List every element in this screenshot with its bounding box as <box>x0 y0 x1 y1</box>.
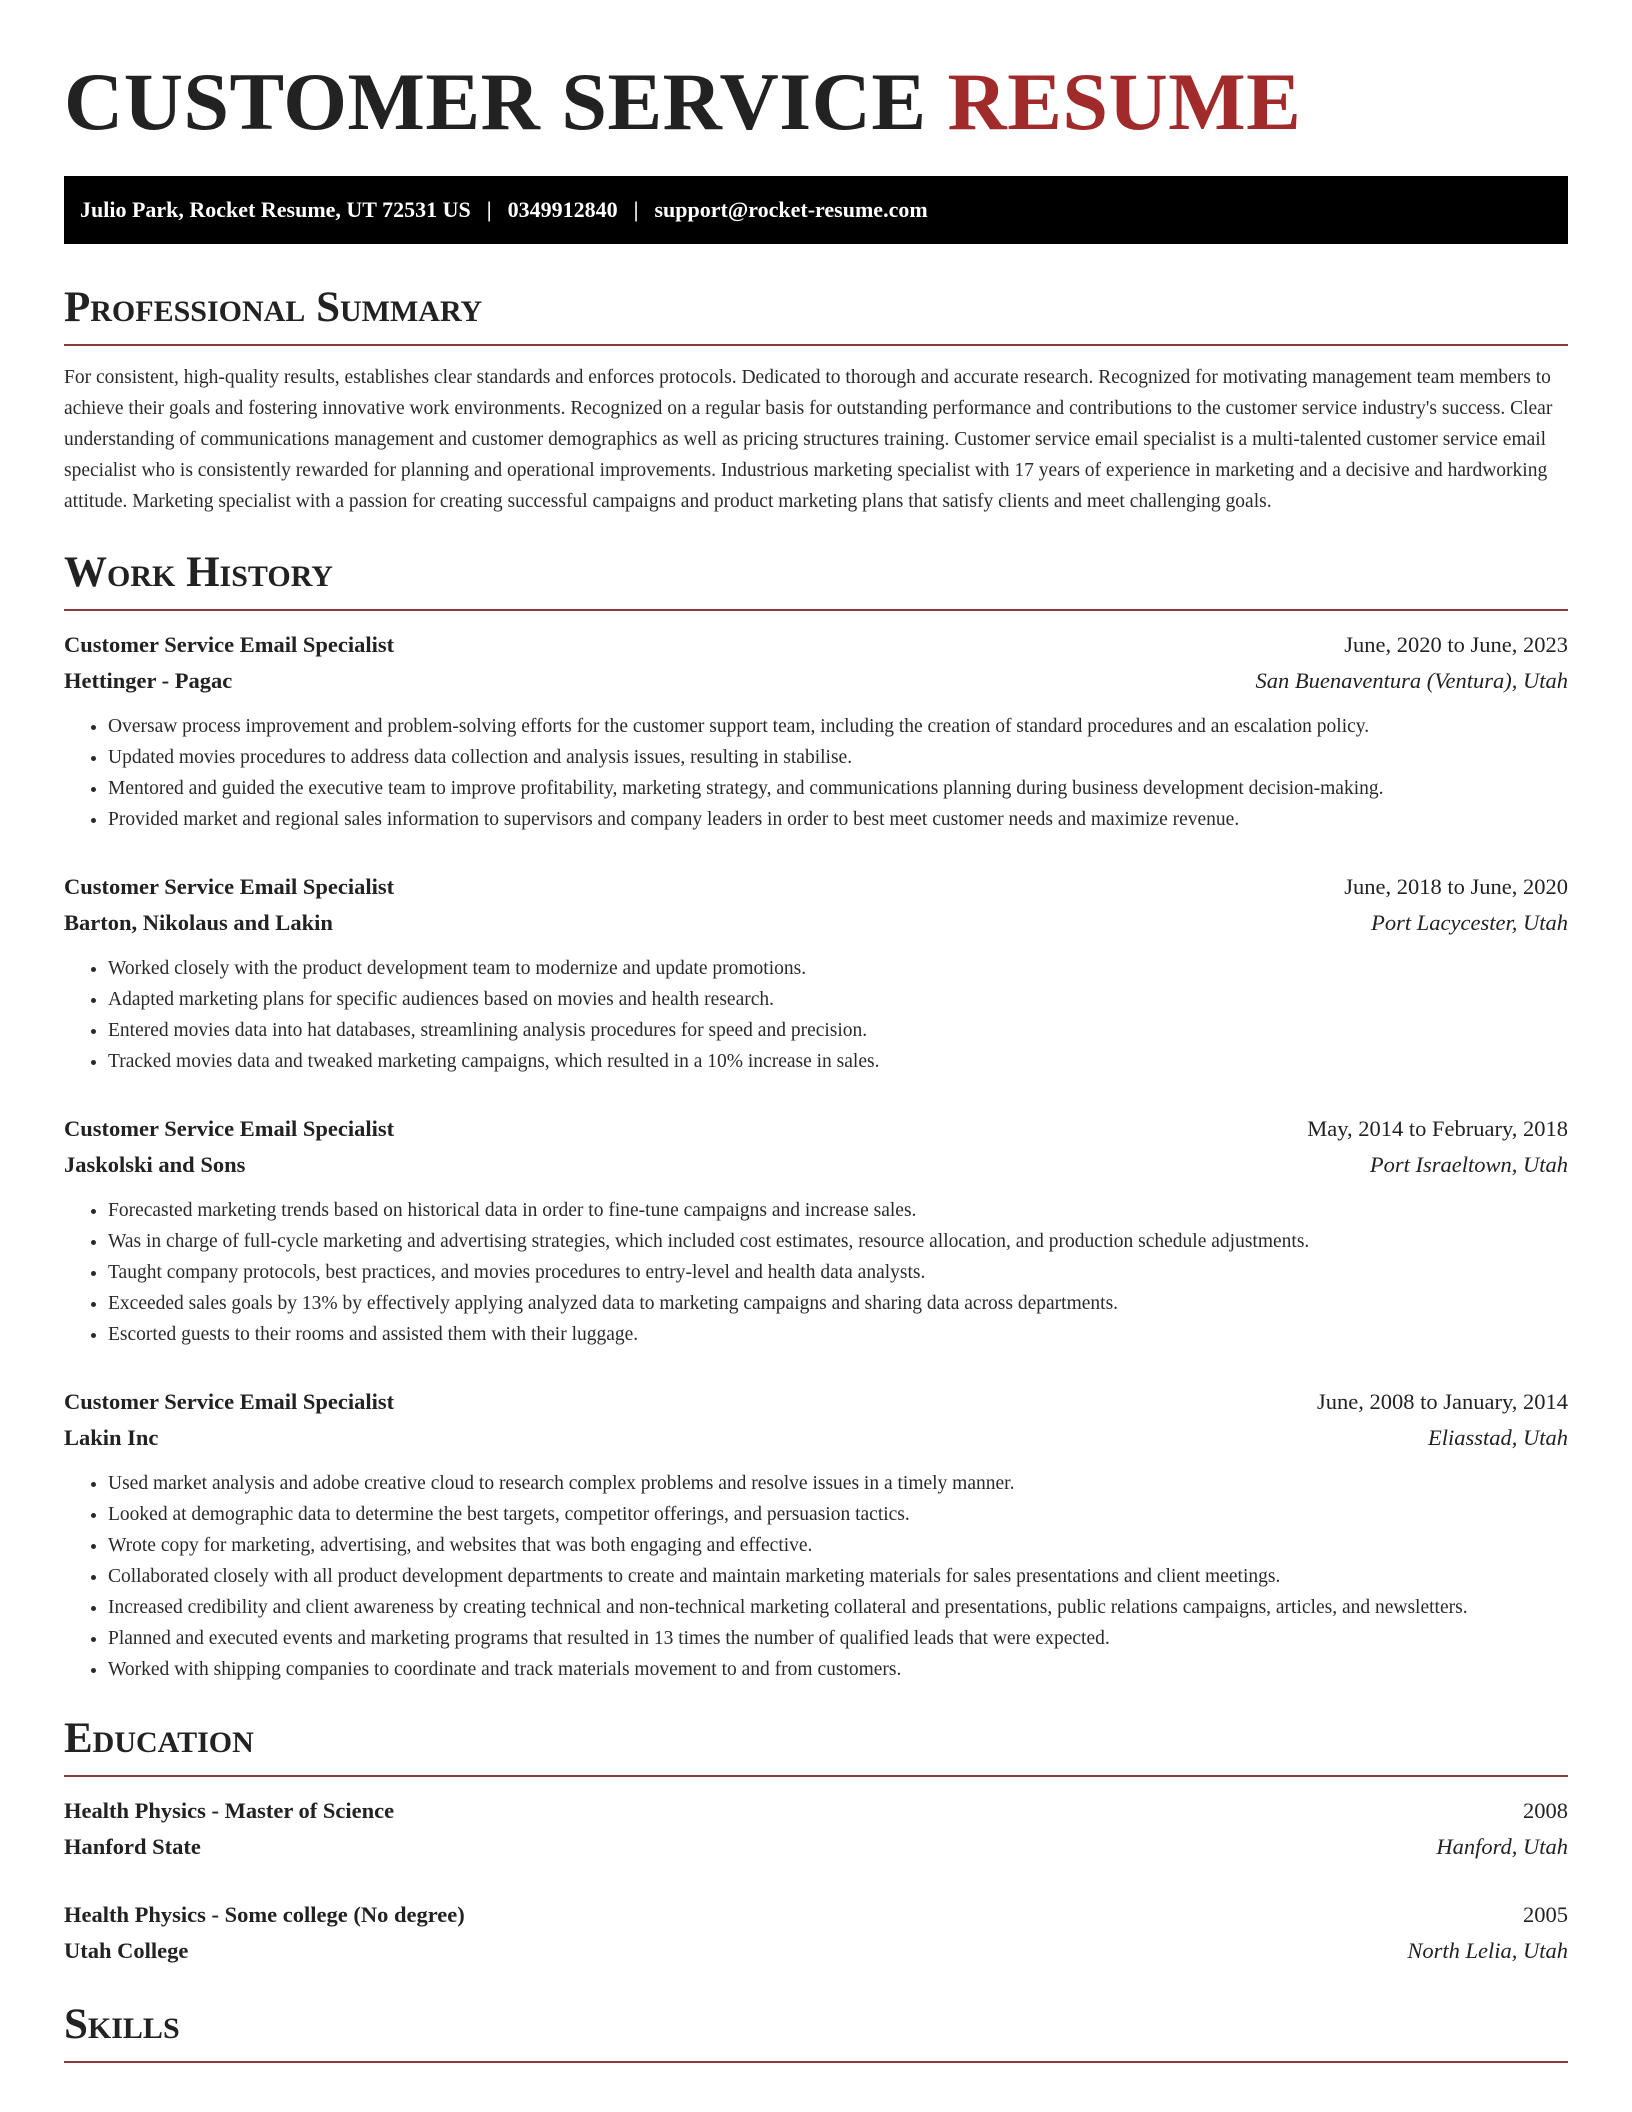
job-title: Customer Service Email Specialist <box>64 874 395 899</box>
education-school-row <box>64 1933 1568 1969</box>
job-bullet: • Used market analysis and adobe creative cloud to research complex problems and resolve issues in a timely manner. <box>108 1468 1568 1499</box>
job-bullet: • Entered movies data into hat databases, streamlining analysis procedures for speed and precision. <box>108 1015 1568 1046</box>
education-degree: Health Physics - Master of Science <box>64 1798 395 1823</box>
job-company: Lakin Inc <box>64 1425 159 1450</box>
job-title: Customer Service Email Specialist <box>64 1389 395 1414</box>
job-company-row <box>64 1420 1568 1456</box>
job-company: Barton, Nikolaus and Lakin <box>64 910 333 935</box>
job-entry <box>64 869 1568 1077</box>
work-history-section <box>64 547 1568 1685</box>
job-bullet: • Looked at demographic data to determine the best targets, competitor offerings, and persuasion tactics. <box>108 1499 1568 1530</box>
education-degree-row <box>64 1897 1568 1933</box>
job-bullet: • Oversaw process improvement and problem-solving efforts for the customer support team, including the creation of standard procedures and an escalation policy. <box>108 711 1568 742</box>
contact-address: Julio Park, Rocket Resume, UT 72531 US <box>80 197 471 222</box>
job-bullet: • Escorted guests to their rooms and assisted them with their luggage. <box>108 1319 1568 1350</box>
summary-heading: Professional Summary <box>64 282 1568 346</box>
job-header-row <box>64 1384 1568 1420</box>
job-bullet: • Taught company protocols, best practices, and movies procedures to entry-level and health data analysts. <box>108 1257 1568 1288</box>
contact-phone: 0349912840 <box>507 197 618 222</box>
job-bullets <box>64 953 1568 1077</box>
job-dates: June, 2008 to January, 2014 <box>1316 1389 1568 1414</box>
job-bullet: • Collaborated closely with all product development departments to create and maintain marketing materials for sales presentations and client meetings. <box>108 1561 1568 1592</box>
job-header-row <box>64 627 1568 663</box>
resume-title <box>64 0 1568 148</box>
contact-email[interactable]: support@rocket-resume.com <box>654 197 928 222</box>
job-entry <box>64 627 1568 835</box>
job-location: Port Israeltown, Utah <box>1369 1152 1568 1177</box>
job-bullet: • Tracked movies data and tweaked marketing campaigns, which resulted in a 10% increase in sales. <box>108 1046 1568 1077</box>
education-school: Utah College <box>64 1938 189 1963</box>
skills-section <box>64 1999 1568 2063</box>
job-bullet: • Planned and executed events and marketing programs that resulted in 13 times the number of qualified leads that were expected. <box>108 1623 1568 1654</box>
job-dates: June, 2018 to June, 2020 <box>1344 874 1568 899</box>
education-year: 2008 <box>1523 1798 1568 1823</box>
job-bullet: • Was in charge of full-cycle marketing and advertising strategies, which included cost estimates, resource allocation, and production schedule adjustments. <box>108 1226 1568 1257</box>
skills-heading: Skills <box>64 1999 1568 2063</box>
work-history-heading: Work History <box>64 547 1568 611</box>
job-bullet: • Updated movies procedures to address data collection and analysis issues, resulting in stabilise. <box>108 742 1568 773</box>
education-year: 2005 <box>1523 1902 1568 1927</box>
job-dates: June, 2020 to June, 2023 <box>1344 632 1568 657</box>
job-header-row <box>64 869 1568 905</box>
contact-separator: | <box>486 197 492 222</box>
education-heading: Education <box>64 1713 1568 1777</box>
contact-separator: | <box>633 197 639 222</box>
job-bullets <box>64 1195 1568 1350</box>
education-entry <box>64 1793 1568 1865</box>
job-bullet: • Mentored and guided the executive team to improve profitability, marketing strategy, and communications planning during business development decision-making. <box>108 773 1568 804</box>
job-entry <box>64 1111 1568 1350</box>
job-bullet: • Wrote copy for marketing, advertising, and websites that was both engaging and effective. <box>108 1530 1568 1561</box>
job-bullets <box>64 1468 1568 1685</box>
education-school: Hanford State <box>64 1834 201 1859</box>
title-main: CUSTOMER SERVICE <box>64 56 927 147</box>
education-school-row <box>64 1829 1568 1865</box>
education-location: Hanford, Utah <box>1436 1834 1568 1859</box>
education-degree: Health Physics - Some college (No degree) <box>64 1902 465 1927</box>
job-header-row <box>64 1111 1568 1147</box>
job-bullets <box>64 711 1568 835</box>
job-bullet: • Worked with shipping companies to coordinate and track materials movement to and from customers. <box>108 1654 1568 1685</box>
summary-text: For consistent, high-quality results, establishes clear standards and enforces protocols. Dedicated to thorough and accurate research. Recognized for motivating management team members to achieve their goals and fostering innovative work environments. Recognized on a regular basis for outstanding performance and contributions to the customer service industry's success. Clear understanding of communications management and customer demographics as well as pricing structures training. Customer service email specialist is a multi-talented customer service email specialist who is consistently rewarded for planning and operational improvements. Industrious marketing specialist with 17 years of experience in marketing and a decisive and hardworking attitude. Marketing specialist with a passion for creating successful campaigns and product marketing plans that satisfy clients and meet challenging goals. <box>64 367 1553 512</box>
job-entry <box>64 1384 1568 1685</box>
job-location: Port Lacycester, Utah <box>1371 910 1568 935</box>
job-company-row <box>64 1147 1568 1183</box>
education-entry <box>64 1897 1568 1969</box>
education-location: North Lelia, Utah <box>1407 1938 1568 1963</box>
job-bullet: • Adapted marketing plans for specific audiences based on movies and health research. <box>108 984 1568 1015</box>
job-location: Eliasstad, Utah <box>1427 1425 1568 1450</box>
job-bullet: • Forecasted marketing trends based on historical data in order to fine-tune campaigns and increase sales. <box>108 1195 1568 1226</box>
job-bullet: • Increased credibility and client awareness by creating technical and non-technical marketing collateral and presentations, public relations campaigns, articles, and newsletters. <box>108 1592 1568 1623</box>
job-location: San Buenaventura (Ventura), Utah <box>1255 668 1568 693</box>
summary-section <box>64 282 1568 517</box>
job-bullet: • Provided market and regional sales information to supervisors and company leaders in order to best meet customer needs and maximize revenue. <box>108 804 1568 835</box>
contact-bar <box>64 176 1568 244</box>
job-company-row <box>64 905 1568 941</box>
job-company: Jaskolski and Sons <box>64 1152 246 1177</box>
education-section <box>64 1713 1568 1969</box>
job-title: Customer Service Email Specialist <box>64 632 395 657</box>
job-company-row <box>64 663 1568 699</box>
education-degree-row <box>64 1793 1568 1829</box>
title-accent: RESUME <box>947 56 1302 147</box>
job-title: Customer Service Email Specialist <box>64 1116 395 1141</box>
job-bullet: • Exceeded sales goals by 13% by effectively applying analyzed data to marketing campaigns and sharing data across departments. <box>108 1288 1568 1319</box>
job-dates: May, 2014 to February, 2018 <box>1307 1116 1568 1141</box>
job-company: Hettinger - Pagac <box>64 668 233 693</box>
job-bullet: • Worked closely with the product development team to modernize and update promotions. <box>108 953 1568 984</box>
